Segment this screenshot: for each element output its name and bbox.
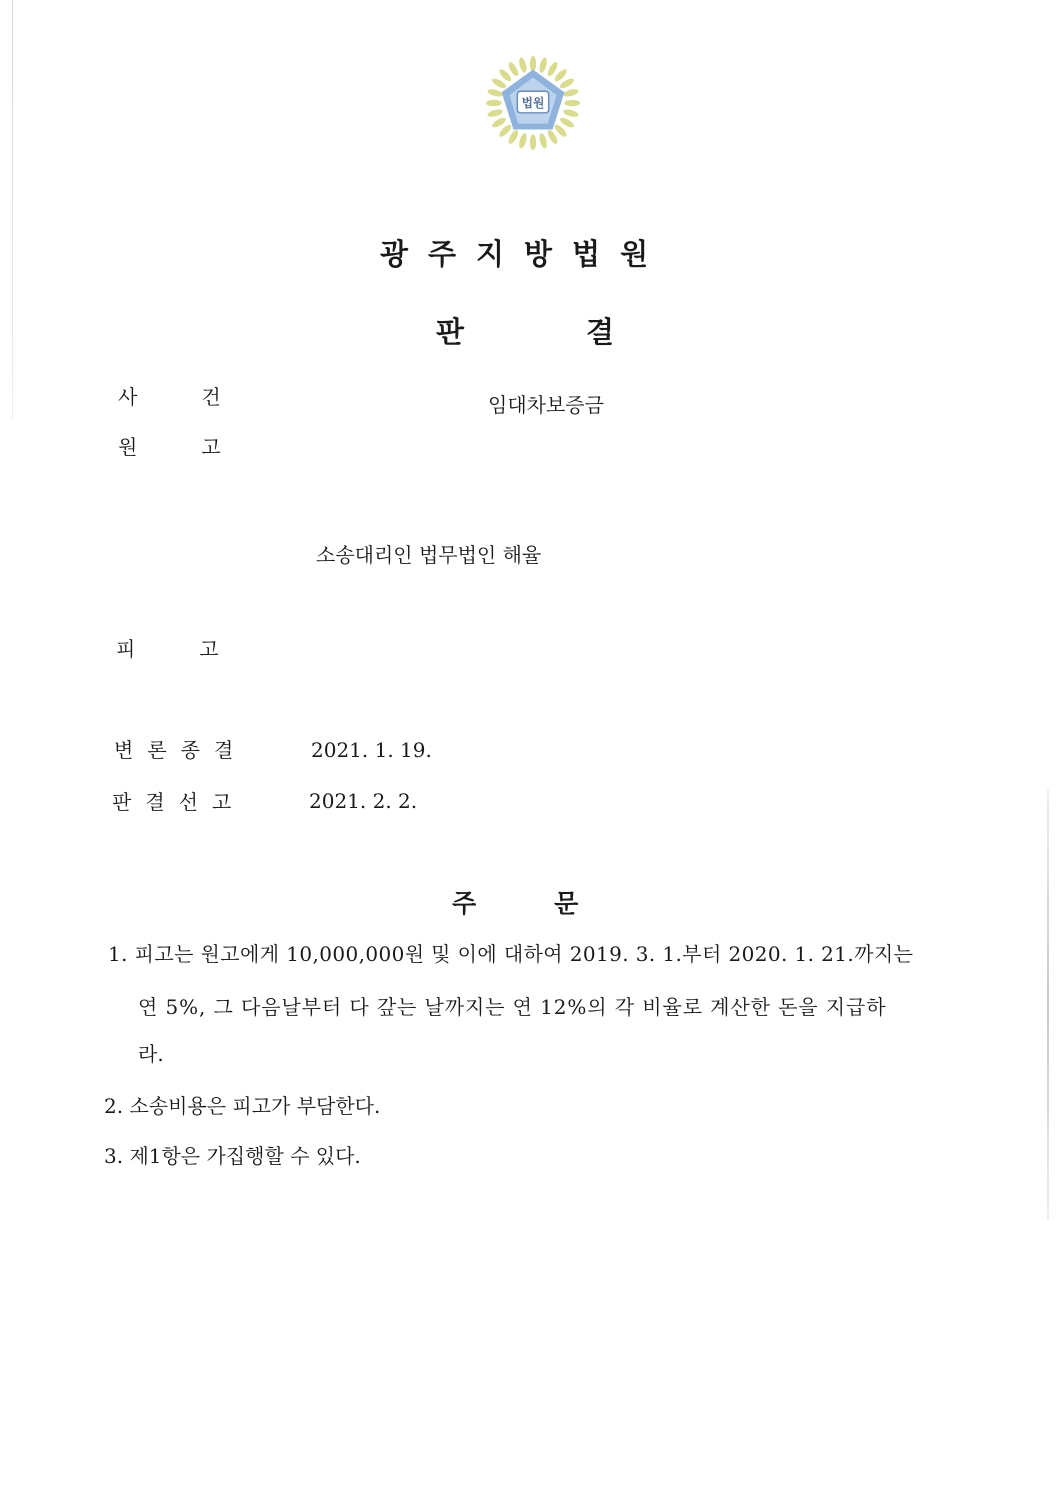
scan-edge-left (12, 0, 13, 420)
order-item-1-line-2: 연 5%, 그 다음날부터 다 갚는 날까지는 연 12%의 각 비율로 계산한 돈을 지급하 (138, 995, 887, 1019)
seal-petal (518, 132, 528, 149)
order-item-3: 3. 제1항은 가집행할 수 있다. (104, 1144, 361, 1168)
seal-petal (486, 100, 502, 106)
seal-petal (562, 108, 579, 118)
order-item-1-line-3: 라. (138, 1042, 164, 1066)
plaintiff-counsel: 소송대리인 법무법인 해율 (316, 543, 542, 567)
seal-petal (564, 100, 580, 106)
document-title: 판결 (436, 315, 737, 349)
seal-petal (562, 88, 579, 98)
defendant-label: 피고 (116, 637, 283, 661)
judgment-date: 2021. 2. 2. (309, 789, 418, 813)
court-name: 광주지방법원 (380, 237, 669, 271)
seal-petal (487, 108, 504, 118)
seal-petal (530, 134, 536, 150)
seal-petal (538, 57, 548, 74)
closing-date: 2021. 1. 19. (311, 738, 432, 762)
closing-label: 변론종결 (114, 738, 248, 762)
plaintiff-label: 원고 (118, 435, 285, 459)
seal-text: 법원 (521, 95, 545, 110)
order-item-1-line-1: 1. 피고는 원고에게 10,000,000원 및 이에 대하여 2019. 3. 1.부터 2020. 1. 21.까지는 (108, 942, 914, 966)
case-value: 임대차보증금 (488, 393, 604, 417)
order-item-2: 2. 소송비용은 피고가 부담한다. (104, 1094, 381, 1118)
court-seal-emblem (484, 54, 582, 152)
judgment-label: 판결선고 (112, 790, 246, 814)
seal-petal (530, 56, 536, 72)
case-label: 사건 (118, 385, 285, 409)
scan-edge-right (1047, 790, 1049, 1220)
seal-petal (518, 57, 528, 74)
seal-petal (538, 132, 548, 149)
order-title: 주문 (452, 889, 657, 918)
seal-petal (487, 88, 504, 98)
